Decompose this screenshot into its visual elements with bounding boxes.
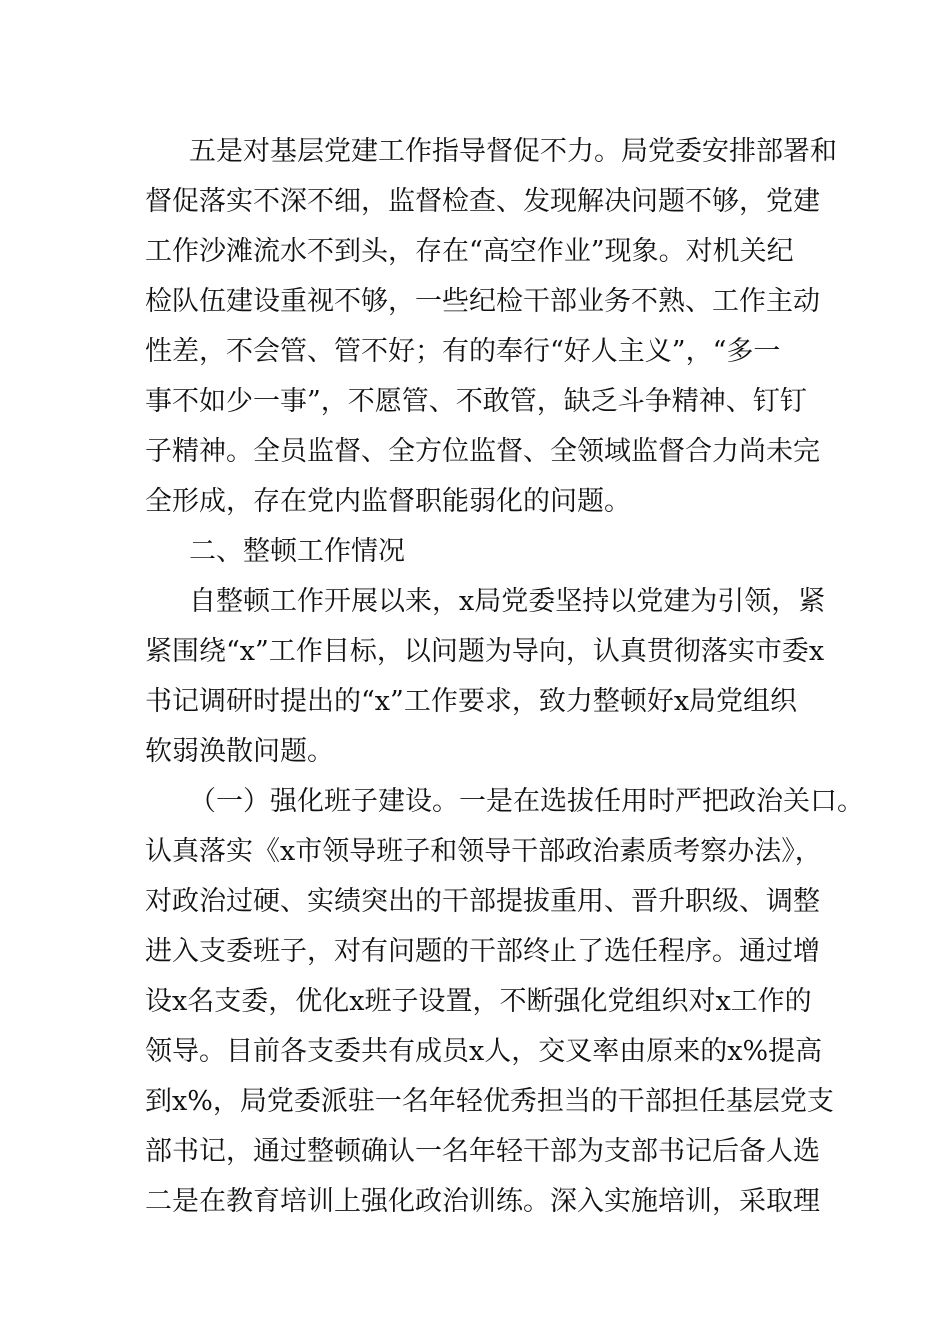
text-line: 部书记，通过整顿确认一名年轻干部为支部书记后备人选 xyxy=(145,1136,820,1167)
text-line: 对政治过硬、实绩突出的干部提拔重用、晋升职级、调整 xyxy=(145,886,820,917)
text-line: 性差，不会管、管不好；有的奉行“好人主义”，“多一 xyxy=(145,336,781,367)
text-line: 自整顿工作开展以来，x局党委坚持以党建为引领，紧 xyxy=(189,586,826,617)
text-line: 领导。目前各支委共有成员x人，交叉率由原来的x%提高 xyxy=(145,1036,823,1067)
text-line: 检队伍建设重视不够，一些纪检干部业务不熟、工作主动 xyxy=(145,286,820,317)
text-line: 设x名支委，优化x班子设置，不断强化党组织对x工作的 xyxy=(145,986,812,1017)
text-line: 事不如少一事”，不愿管、不敢管，缺乏斗争精神、钉钉 xyxy=(145,386,807,417)
text-line: 到x%，局党委派驻一名年轻优秀担当的干部担任基层党支 xyxy=(145,1086,834,1117)
text-line: 五是对基层党建工作指导督促不力。局党委安排部署和 xyxy=(189,136,837,167)
text-line: 进入支委班子，对有问题的干部终止了选任程序。通过增 xyxy=(145,936,820,967)
text-line: 督促落实不深不细，监督检查、发现解决问题不够，党建 xyxy=(145,186,820,217)
text-line: （一）强化班子建设。一是在选拔任用时严把政治关口。 xyxy=(189,786,864,817)
section-heading: 二、整顿工作情况 xyxy=(189,536,405,567)
text-line: 书记调研时提出的“x”工作要求，致力整顿好x局党组织 xyxy=(145,686,798,717)
text-line: 二是在教育培训上强化政治训练。深入实施培训，采取理 xyxy=(145,1186,820,1217)
text-line: 子精神。全员监督、全方位监督、全领域监督合力尚未完 xyxy=(145,436,820,467)
text-line: 全形成，存在党内监督职能弱化的问题。 xyxy=(145,486,631,517)
document-body xyxy=(145,127,864,1227)
text-line: 工作沙滩流水不到头，存在“高空作业”现象。对机关纪 xyxy=(145,236,794,267)
text-line: 紧围绕“x”工作目标，以问题为导向，认真贯彻落实市委x xyxy=(145,636,825,667)
text-line: 认真落实《x市领导班子和领导干部政治素质考察办法》， xyxy=(145,836,822,867)
text-line: 软弱涣散问题。 xyxy=(145,736,334,767)
